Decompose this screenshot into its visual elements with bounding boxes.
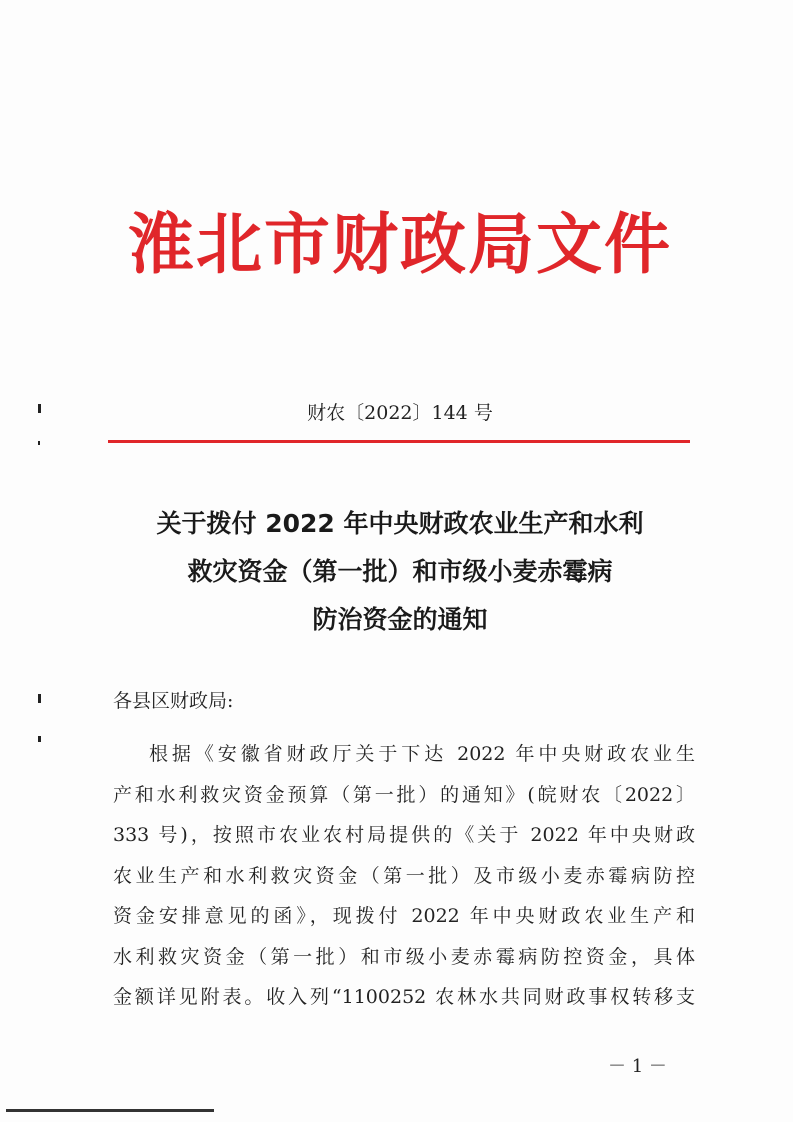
- notice-title-line: 防治资金的通知: [312, 605, 488, 634]
- body-line: 农业生产和水利救灾资金（第一批）及市级小麦赤霉病防控: [113, 864, 695, 887]
- scan-speck: [38, 441, 40, 445]
- body-line: 根据《安徽省财政厅关于下达 2022 年中央财政农业生: [149, 743, 695, 765]
- page-number: － 1 －: [608, 1056, 667, 1077]
- notice-title-line: 救灾资金（第一批）和市级小麦赤霉病: [187, 557, 613, 586]
- body-line: 金额详见附表。收入列“1100252 农林水共同财政事权转移支: [113, 986, 695, 1008]
- salutation: 各县区财政局:: [113, 690, 234, 712]
- masthead-red-divider: [108, 440, 690, 443]
- scan-speck: [38, 736, 41, 742]
- masthead-title: 淮北市财政局文件: [128, 206, 672, 283]
- notice-title: [100, 500, 700, 644]
- body-line: 资金安排意见的函》，现拨付 2022 年中央财政农业生产和: [113, 905, 695, 927]
- body-line: 333 号)，按照市农业农村局提供的《关于 2022 年中央财政: [113, 824, 695, 846]
- body-line: 产和水利救灾资金预算（第一批）的通知》(皖财农〔2022〕: [113, 783, 695, 806]
- scan-speck: [38, 694, 41, 703]
- notice-title-line: 关于拨付 2022 年中央财政农业生产和水利: [156, 509, 644, 538]
- body-paragraph: [113, 734, 695, 1018]
- scan-speck: [38, 404, 41, 413]
- document-number: 财农〔2022〕144 号: [307, 402, 493, 424]
- scan-edge-line: [6, 1109, 214, 1112]
- body-line: 水利救灾资金（第一批）和市级小麦赤霉病防控资金，具体: [113, 945, 695, 968]
